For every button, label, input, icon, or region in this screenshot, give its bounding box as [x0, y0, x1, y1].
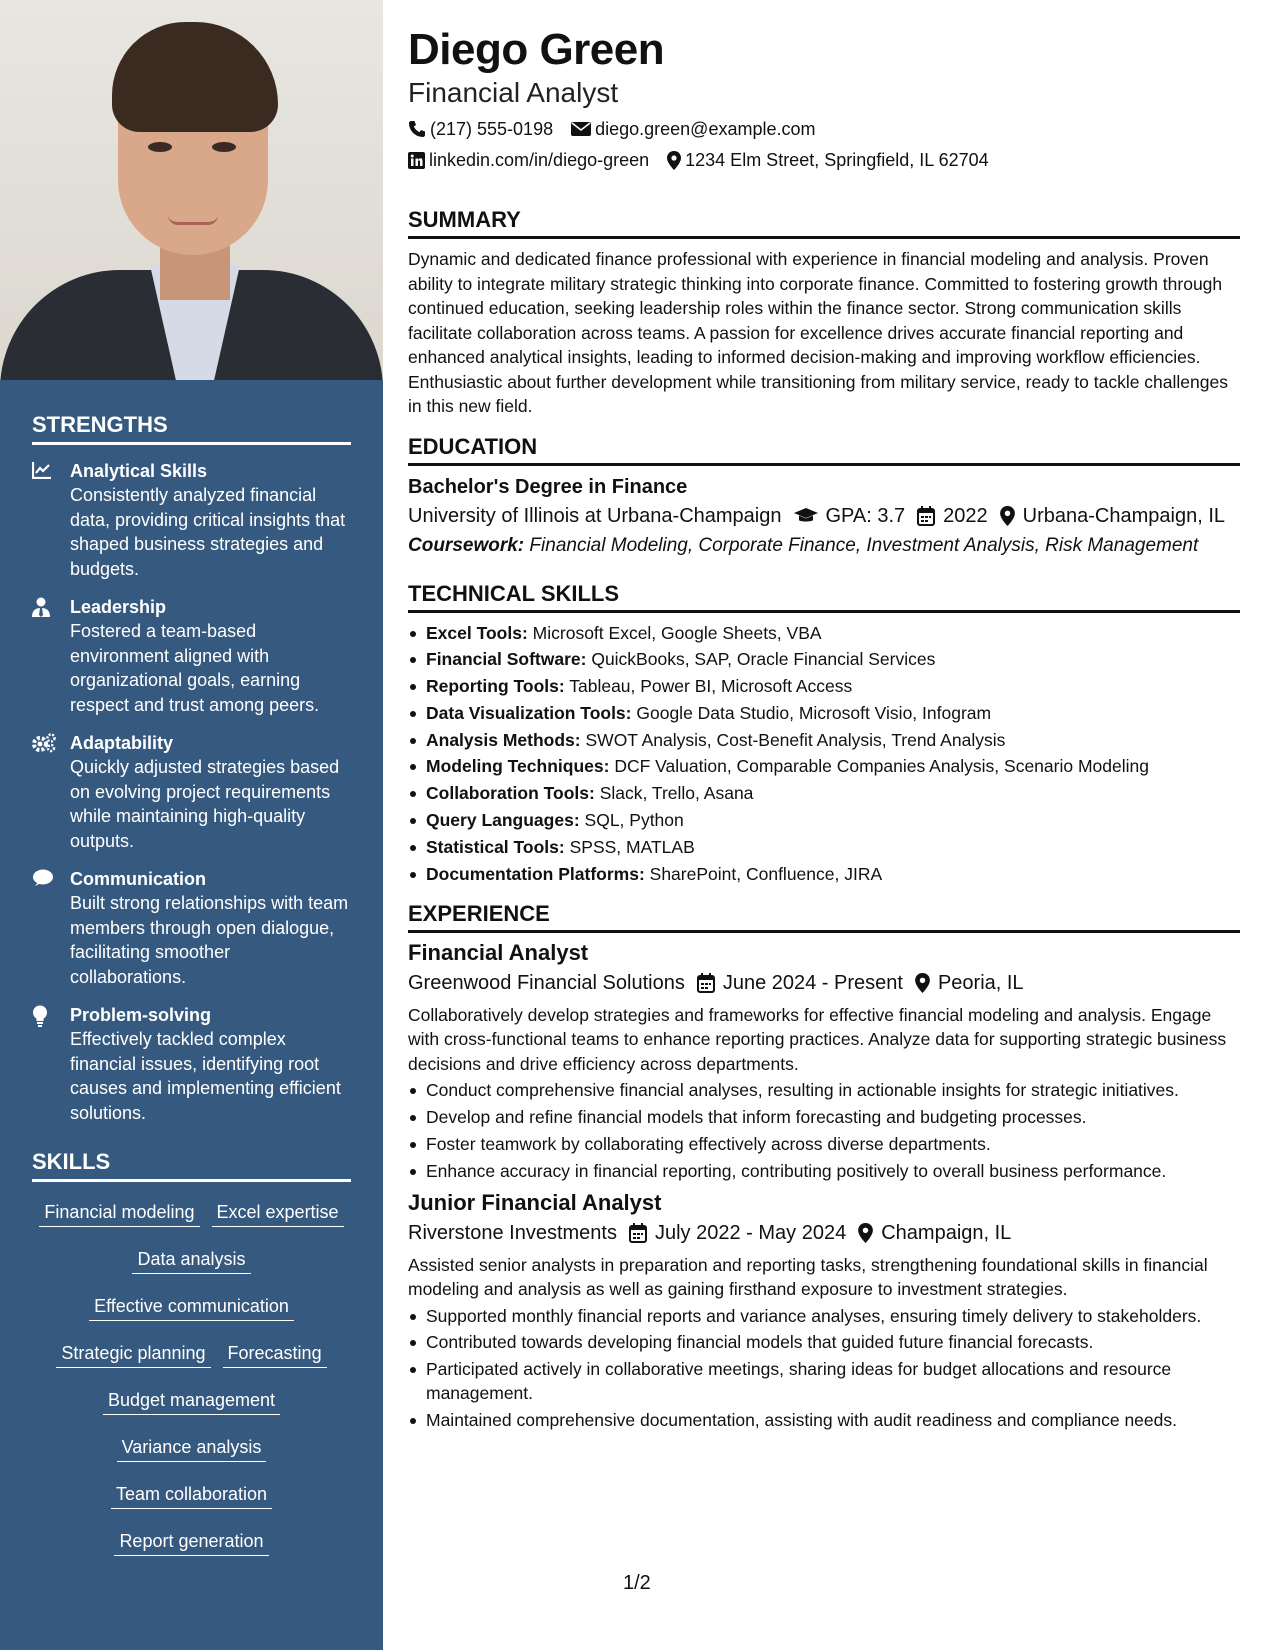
list-item: Statistical Tools: SPSS, MATLAB	[408, 835, 1240, 859]
list-item: Supported monthly financial reports and variance analyses, ensuring timely delivery to stakeholders.	[408, 1304, 1240, 1328]
phone-text: (217) 555-0198	[430, 119, 554, 139]
strength-item	[32, 867, 351, 989]
strength-title: Leadership	[70, 597, 167, 617]
company-name: Riverstone Investments	[408, 1221, 617, 1244]
year-item	[917, 502, 988, 530]
skill-chip: Budget management	[103, 1382, 280, 1415]
list-item: Develop and refine financial models that inform forecasting and budgeting processes.	[408, 1105, 1240, 1129]
list-item: Modeling Techniques: DCF Valuation, Comparable Companies Analysis, Scenario Modeling	[408, 754, 1240, 778]
job-dates-item	[697, 969, 903, 997]
strength-desc: Built strong relationships with team members through open dialogue, facilitating smoother collaborations.	[70, 893, 349, 987]
job-meta	[408, 1219, 1240, 1247]
map-pin-icon	[858, 1223, 873, 1243]
gpa-item	[794, 502, 906, 530]
skill-chip: Effective communication	[89, 1288, 294, 1321]
address-text: 1234 Elm Street, Springfield, IL 62704	[685, 150, 989, 170]
list-item: Analysis Methods: SWOT Analysis, Cost-Benefit Analysis, Trend Analysis	[408, 728, 1240, 752]
job-entry	[408, 1189, 1240, 1432]
edu-location-text: Urbana-Champaign, IL	[1022, 504, 1226, 527]
degree-title: Bachelor's Degree in Finance	[408, 475, 688, 498]
strength-title: Problem-solving	[70, 1005, 212, 1025]
contact-line-1	[408, 117, 1240, 141]
education-section	[408, 433, 1240, 558]
job-bullets	[408, 1304, 1240, 1432]
sidebar	[0, 0, 383, 1650]
skill-chip: Financial modeling	[39, 1194, 199, 1227]
linkedin-text: linkedin.com/in/diego-green	[429, 150, 650, 170]
job-dates: June 2024 - Present	[722, 971, 903, 994]
calendar-icon	[629, 1223, 647, 1243]
list-item: Maintained comprehensive documentation, assisting with audit readiness and compliance needs.	[408, 1408, 1240, 1432]
list-item: Contributed towards developing financial models that guided future financial forecasts.	[408, 1330, 1240, 1354]
education-heading: EDUCATION	[408, 433, 1240, 466]
job-bullets	[408, 1078, 1240, 1182]
coursework-text: Financial Modeling, Corporate Finance, Investment Analysis, Risk Management	[529, 534, 1199, 556]
job-location: Peoria, IL	[937, 971, 1024, 994]
line-chart-icon	[32, 459, 70, 581]
calendar-icon	[697, 973, 715, 993]
lightbulb-icon	[32, 1003, 70, 1125]
skill-chip: Excel expertise	[212, 1194, 344, 1227]
strength-desc: Consistently analyzed financial data, providing critical insights that shaped business strategies and budgets.	[70, 485, 346, 579]
list-item: Query Languages: SQL, Python	[408, 808, 1240, 832]
main-content	[408, 24, 1240, 1435]
skill-chip: Data analysis	[132, 1241, 250, 1274]
contact-line-2	[408, 148, 1240, 172]
experience-section	[408, 900, 1240, 1432]
strength-item	[32, 731, 351, 853]
job-dates-item	[629, 1219, 846, 1247]
job-dates: July 2022 - May 2024	[654, 1221, 847, 1244]
skill-chip: Strategic planning	[56, 1335, 210, 1368]
list-item: Financial Software: QuickBooks, SAP, Oracle Financial Services	[408, 647, 1240, 671]
strength-desc: Quickly adjusted strategies based on evolving project requirements while maintaining high-quality outputs.	[70, 757, 340, 851]
list-item: Foster teamwork by collaborating effectively across diverse departments.	[408, 1132, 1240, 1156]
company-name: Greenwood Financial Solutions	[408, 971, 685, 994]
strength-title: Adaptability	[70, 733, 174, 753]
job-description: Assisted senior analysts in preparation and reporting tasks, strengthening foundational skills in financial modeling and analysis as well as gaining firsthand exposure to investment strategies.	[408, 1254, 1208, 1300]
job-location-item	[858, 1219, 1011, 1247]
user-tie-icon	[32, 595, 70, 717]
coursework	[408, 534, 1240, 558]
email-contact[interactable]	[571, 117, 815, 141]
address-contact	[667, 148, 989, 172]
job-entry	[408, 939, 1240, 1183]
strength-desc: Fostered a team-based environment aligned with organizational goals, earning respect and trust among peers.	[70, 621, 320, 715]
skill-chip: Forecasting	[223, 1335, 327, 1368]
strengths-section	[0, 412, 383, 1125]
skills-list	[32, 1190, 351, 1566]
job-title: Financial Analyst	[408, 939, 589, 965]
list-item: Reporting Tools: Tableau, Power BI, Microsoft Access	[408, 674, 1240, 698]
job-meta	[408, 969, 1240, 997]
map-pin-icon	[667, 151, 681, 170]
list-item: Excel Tools: Microsoft Excel, Google Sheets, VBA	[408, 621, 1240, 645]
school-name: University of Illinois at Urbana-Champaign	[408, 504, 782, 527]
strength-item	[32, 1003, 351, 1125]
envelope-icon	[571, 121, 591, 137]
summary-text: Dynamic and dedicated finance professional with experience in financial modeling and analysis. Proven ability to integrate military strategic thinking into corporate finance. Committed to fostering growth through continued education, seeking leadership roles within the finance sector. Strong communication skills facilitate collaboration across teams. A passion for excellence drives accurate financial reporting and enhanced analytical insights, leading to informed decision-making and improving workflow efficiencies. Enthusiastic about further development while transitioning from military service, ready to tackle challenges in this new field.	[408, 249, 1228, 416]
experience-heading: EXPERIENCE	[408, 900, 1240, 933]
profile-photo	[0, 0, 383, 380]
job-description: Collaboratively develop strategies and frameworks for effective financial modeling and analysis. Engage with cross-functional teams to enhance reporting practices. Analyze data for supporting strategic business decisions and drive efficiency across departments.	[408, 1004, 1227, 1074]
list-item: Data Visualization Tools: Google Data Studio, Microsoft Visio, Infogram	[408, 701, 1240, 725]
job-location: Champaign, IL	[881, 1221, 1012, 1244]
strength-title: Communication	[70, 869, 207, 889]
candidate-title: Financial Analyst	[408, 77, 619, 108]
graduation-cap-icon	[794, 508, 818, 524]
job-location-item	[915, 969, 1024, 997]
page-number: 1/2	[623, 1572, 651, 1594]
linkedin-contact[interactable]	[408, 148, 649, 172]
calendar-icon	[917, 506, 935, 526]
list-item: Participated actively in collaborative meetings, sharing ideas for budget allocations and resource management.	[408, 1357, 1240, 1405]
coursework-label: Coursework:	[408, 534, 525, 556]
email-text: diego.green@example.com	[595, 119, 816, 139]
skills-section	[0, 1149, 383, 1566]
edu-location-item	[1000, 502, 1225, 530]
strength-title: Analytical Skills	[70, 461, 208, 481]
list-item: Enhance accuracy in financial reporting, contributing positively to overall business performance.	[408, 1159, 1240, 1183]
phone-icon	[408, 120, 426, 138]
linkedin-icon	[408, 152, 425, 169]
strength-item	[32, 595, 351, 717]
year-text: 2022	[943, 504, 988, 527]
phone-contact[interactable]	[408, 117, 553, 141]
map-pin-icon	[1000, 506, 1015, 526]
job-title: Junior Financial Analyst	[408, 1189, 662, 1215]
skill-chip: Team collaboration	[111, 1476, 272, 1509]
education-meta	[408, 502, 1240, 530]
gpa-text: GPA: 3.7	[825, 504, 906, 527]
list-item: Documentation Platforms: SharePoint, Confluence, JIRA	[408, 862, 1240, 886]
skill-chip: Variance analysis	[117, 1429, 267, 1462]
list-item: Conduct comprehensive financial analyses, resulting in actionable insights for strategic initiatives.	[408, 1078, 1240, 1102]
skills-heading: SKILLS	[32, 1149, 351, 1182]
speech-bubble-icon	[32, 867, 70, 989]
summary-section	[408, 206, 1240, 419]
list-item: Collaboration Tools: Slack, Trello, Asana	[408, 781, 1240, 805]
strength-item	[32, 459, 351, 581]
technical-skills-section	[408, 580, 1240, 886]
candidate-name: Diego Green	[408, 25, 665, 74]
technical-skills-list	[408, 621, 1240, 886]
gears-icon	[32, 731, 70, 853]
strength-desc: Effectively tackled complex financial issues, identifying root causes and implementing efficient solutions.	[70, 1029, 341, 1123]
technical-skills-heading: TECHNICAL SKILLS	[408, 580, 1240, 613]
map-pin-icon	[915, 973, 930, 993]
summary-heading: SUMMARY	[408, 206, 1240, 239]
skill-chip: Report generation	[114, 1523, 268, 1556]
strengths-heading: STRENGTHS	[32, 412, 351, 445]
